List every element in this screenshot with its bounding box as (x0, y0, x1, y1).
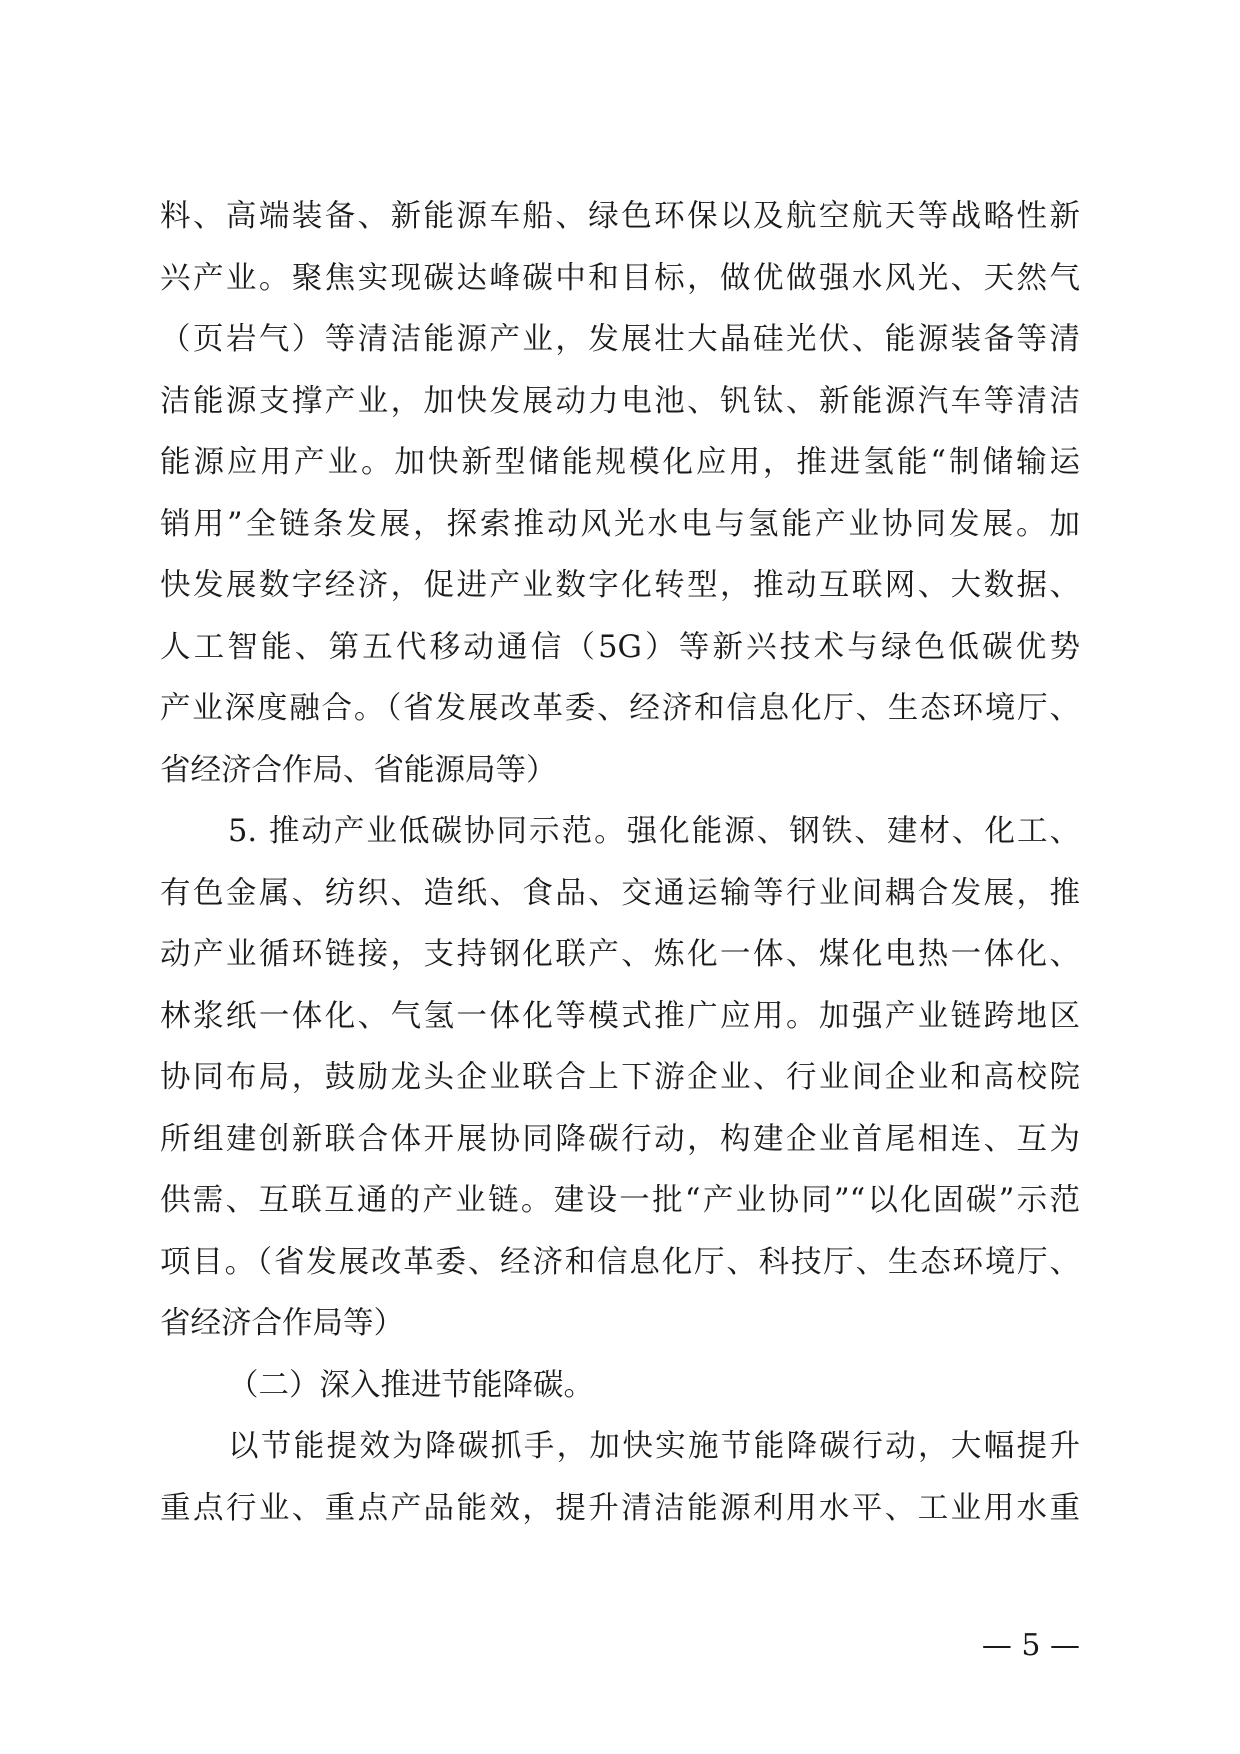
text-line: 兴产业。聚焦实现碳达峰碳中和目标，做优做强水风光、天然气 (160, 260, 1080, 296)
page-number: — 5 — (981, 1628, 1080, 1663)
text-line: 动产业循环链接，支持钢化联产、炼化一体、煤化电热一体化、 (160, 937, 1080, 972)
text-line: 所组建创新联合体开展协同降碳行动，构建企业首尾相连、互为 (160, 1121, 1080, 1157)
text-line: 洁能源支撑产业，加快发展动力电池、钒钛、新能源汽车等清洁 (160, 383, 1080, 419)
section-heading: （二）深入推进节能降碳。 (228, 1367, 594, 1403)
text-line: 快发展数字经济，促进产业数字化转型，推动互联网、大数据、 (160, 568, 1080, 603)
body-text (160, 186, 1080, 1539)
section-item-heading: 5. 推动产业低碳协同示范。强化能源、钢铁、建材、化工、 (228, 814, 1080, 849)
text-line: 协同布局，鼓励龙头企业联合上下游企业、行业间企业和高校院 (160, 1060, 1080, 1095)
text-line: 销用”全链条发展，探索推动风光水电与氢能产业协同发展。加 (160, 506, 1080, 542)
text-line: 料、高端装备、新能源车船、绿色环保以及航空航天等战略性新 (160, 199, 1080, 234)
text-line: 供需、互联互通的产业链。建设一批“产业协同”“以化固碳”示范 (160, 1183, 1080, 1218)
text-line: 有色金属、纺织、造纸、食品、交通运输等行业间耦合发展，推 (160, 875, 1080, 911)
text-line: 省经济合作局等） (160, 1306, 404, 1341)
text-line: 产业深度融合。（省发展改革委、经济和信息化厅、生态环境厅、 (160, 691, 1080, 726)
text-line: 以节能提效为降碳抓手，加快实施节能降碳行动，大幅提升 (228, 1429, 1080, 1464)
text-line: 省经济合作局、省能源局等） (160, 752, 557, 788)
text-line: 人工智能、第五代移动通信（5G）等新兴技术与绿色低碳优势 (160, 629, 1080, 665)
text-line: 项目。（省发展改革委、经济和信息化厅、科技厅、生态环境厅、 (160, 1244, 1080, 1280)
text-line: 林浆纸一体化、气氢一体化等模式推广应用。加强产业链跨地区 (160, 998, 1080, 1034)
text-line: 重点行业、重点产品能效，提升清洁能源利用水平、工业用水重 (160, 1490, 1080, 1526)
text-line: 能源应用产业。加快新型储能规模化应用，推进氢能“制储输运 (160, 445, 1080, 480)
text-line: （页岩气）等清洁能源产业，发展壮大晶硅光伏、能源装备等清 (160, 322, 1080, 357)
